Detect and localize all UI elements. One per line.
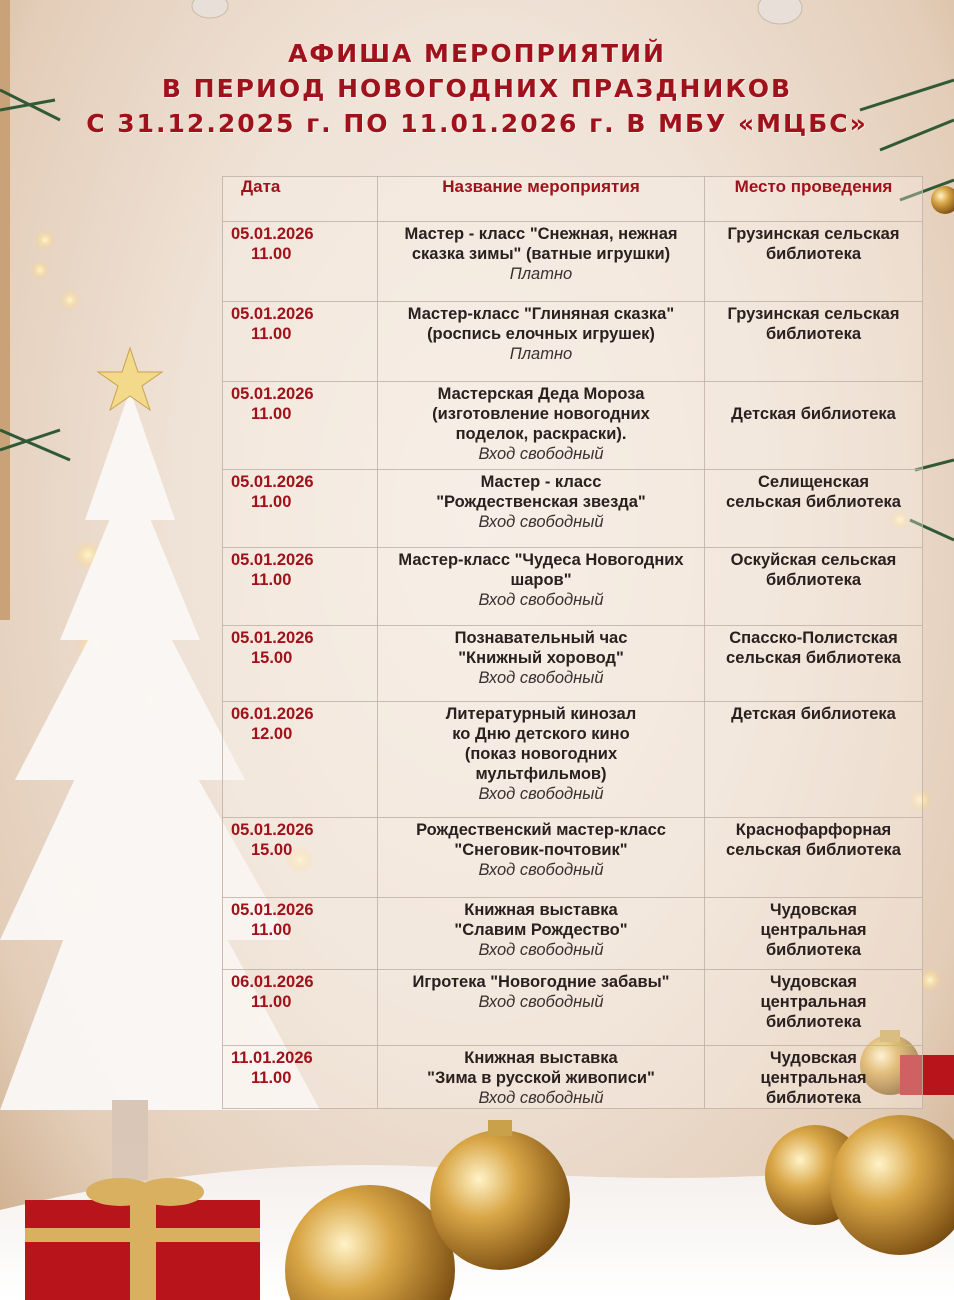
event-admission-note: Вход свободный [478,669,604,687]
event-name-line: "Снеговик-почтовик" [454,841,628,859]
event-date: 11.01.2026 [231,1049,313,1067]
event-name-line: Мастер - класс "Снежная, нежная [404,225,678,243]
event-time: 11.00 [251,921,292,939]
event-venue [705,626,923,702]
event-venue-line: Чудовская [770,973,857,991]
event-date: 06.01.2026 [231,705,314,723]
event-venue-line: библиотека [765,325,862,343]
event-date: 05.01.2026 [231,629,314,647]
event-name-line: "Книжный хоровод" [458,649,624,667]
event-venue-line: Селищенская [757,473,870,491]
event-venue [705,302,923,382]
event-name [378,818,705,898]
title-line-1: АФИША МЕРОПРИЯТИЙ [288,39,666,68]
event-name [378,302,705,382]
header-venue: Место проведения [705,177,923,222]
event-venue-line: центральная [760,993,867,1011]
events-table [222,176,923,1109]
event-date: 06.01.2026 [231,973,314,991]
event-venue-line: сельская библиотека [726,841,901,859]
event-datetime [223,548,378,626]
event-time: 15.00 [251,841,293,859]
event-venue-line: сельская библиотека [726,649,901,667]
event-name-line: Мастер - класс [480,473,602,491]
event-time: 15.00 [251,649,293,667]
event-name-line: Мастерская Деда Мороза [437,385,645,403]
event-venue [705,382,923,470]
event-datetime [223,626,378,702]
event-venue-line: библиотека [765,1089,862,1107]
event-venue [705,702,923,818]
event-time: 11.00 [251,1069,292,1087]
event-name-line: Литературный кинозал [445,705,637,723]
event-name [378,222,705,302]
event-datetime [223,302,378,382]
event-name-line: "Рождественская звезда" [436,493,646,511]
event-name-line: мультфильмов) [475,765,607,783]
event-name [378,1046,705,1109]
event-name [378,382,705,470]
table-row [223,702,923,818]
event-name-line: шаров" [510,571,572,589]
event-name-line: (изготовление новогодних [432,405,650,423]
event-date: 05.01.2026 [231,821,314,839]
event-name-line: сказка зимы" (ватные игрушки) [411,245,671,263]
page-title [0,36,954,141]
event-time: 11.00 [251,571,292,589]
event-venue-line: библиотека [765,245,862,263]
event-datetime [223,898,378,970]
event-name-line: Рождественский мастер-класс [416,821,666,839]
event-name-line: поделок, раскраски). [455,425,627,443]
event-venue-line: Грузинская сельская [727,305,900,323]
table-row [223,1046,923,1109]
event-date: 05.01.2026 [231,225,314,243]
event-datetime [223,702,378,818]
event-time: 12.00 [251,725,293,743]
event-name [378,898,705,970]
event-venue [705,548,923,626]
event-venue [705,1046,923,1109]
event-name-line: (роспись елочных игрушек) [427,325,655,343]
event-name-line: Мастер-класс "Глиняная сказка" [407,305,675,323]
event-admission-note: Вход свободный [478,785,604,803]
event-name-line: "Зима в русской живописи" [427,1069,655,1087]
event-time: 11.00 [251,245,292,263]
event-venue [705,898,923,970]
event-venue-line: библиотека [765,1013,862,1031]
event-venue-line: Чудовская [770,1049,857,1067]
event-name [378,548,705,626]
event-venue-line: Грузинская сельская [727,225,900,243]
table-header-row [223,177,923,222]
event-venue-line: Детская библиотека [731,405,896,423]
event-name-line: Познавательный час [454,629,628,647]
event-name-line: Игротека "Новогодние забавы" [412,973,670,991]
table-row [223,302,923,382]
header-event-name: Название мероприятия [378,177,705,222]
event-admission-note: Вход свободный [478,513,604,531]
title-line-2: В ПЕРИОД НОВОГОДНИХ ПРАЗДНИКОВ [161,74,793,103]
event-name-line: Мастер-класс "Чудеса Новогодних [398,551,684,569]
table-row [223,382,923,470]
event-venue-line: центральная [760,921,867,939]
event-admission-note: Платно [509,265,573,283]
table-row [223,898,923,970]
event-time: 11.00 [251,993,292,1011]
event-venue [705,970,923,1046]
title-line-3: С 31.12.2025 г. ПО 11.01.2026 г. В МБУ «МЦБС» [86,109,868,138]
event-venue-line: сельская библиотека [726,493,901,511]
event-admission-note: Вход свободный [478,941,604,959]
event-name [378,702,705,818]
event-datetime [223,970,378,1046]
event-date: 05.01.2026 [231,901,314,919]
event-datetime [223,1046,378,1109]
event-time: 11.00 [251,493,292,511]
event-date: 05.01.2026 [231,305,314,323]
event-venue [705,222,923,302]
event-venue [705,470,923,548]
event-venue-line: центральная [760,1069,867,1087]
event-admission-note: Вход свободный [478,861,604,879]
table-row [223,548,923,626]
event-admission-note: Платно [509,345,573,363]
header-date: Дата [223,177,378,222]
event-admission-note: Вход свободный [478,445,604,463]
event-time: 11.00 [251,325,292,343]
event-datetime [223,818,378,898]
event-name-line: "Славим Рождество" [454,921,628,939]
event-datetime [223,470,378,548]
event-name-line: Книжная выставка [464,901,618,919]
event-venue-line: Спасско-Полистская [729,629,898,647]
event-admission-note: Вход свободный [478,591,604,609]
event-venue-line: Детская библиотека [731,705,896,723]
table-row [223,818,923,898]
event-admission-note: Вход свободный [478,1089,604,1107]
event-name [378,470,705,548]
table-row [223,970,923,1046]
event-date: 05.01.2026 [231,473,314,491]
event-date: 05.01.2026 [231,385,314,403]
event-name [378,626,705,702]
table-row [223,222,923,302]
event-name-line: ко Дню детского кино [452,725,630,743]
event-name-line: Книжная выставка [464,1049,618,1067]
event-date: 05.01.2026 [231,551,314,569]
event-time: 11.00 [251,405,292,423]
event-venue [705,818,923,898]
event-venue-line: библиотека [765,941,862,959]
table-row [223,470,923,548]
event-venue-line: Оскуйская сельская [730,551,897,569]
event-venue-line: библиотека [765,571,862,589]
event-datetime [223,382,378,470]
event-venue-line: Краснофарфорная [735,821,892,839]
event-venue-line [705,384,922,404]
event-venue-line: Чудовская [770,901,857,919]
event-name-line: (показ новогодних [464,745,618,763]
event-datetime [223,222,378,302]
event-admission-note: Вход свободный [478,993,604,1011]
table-row [223,626,923,702]
event-name [378,970,705,1046]
